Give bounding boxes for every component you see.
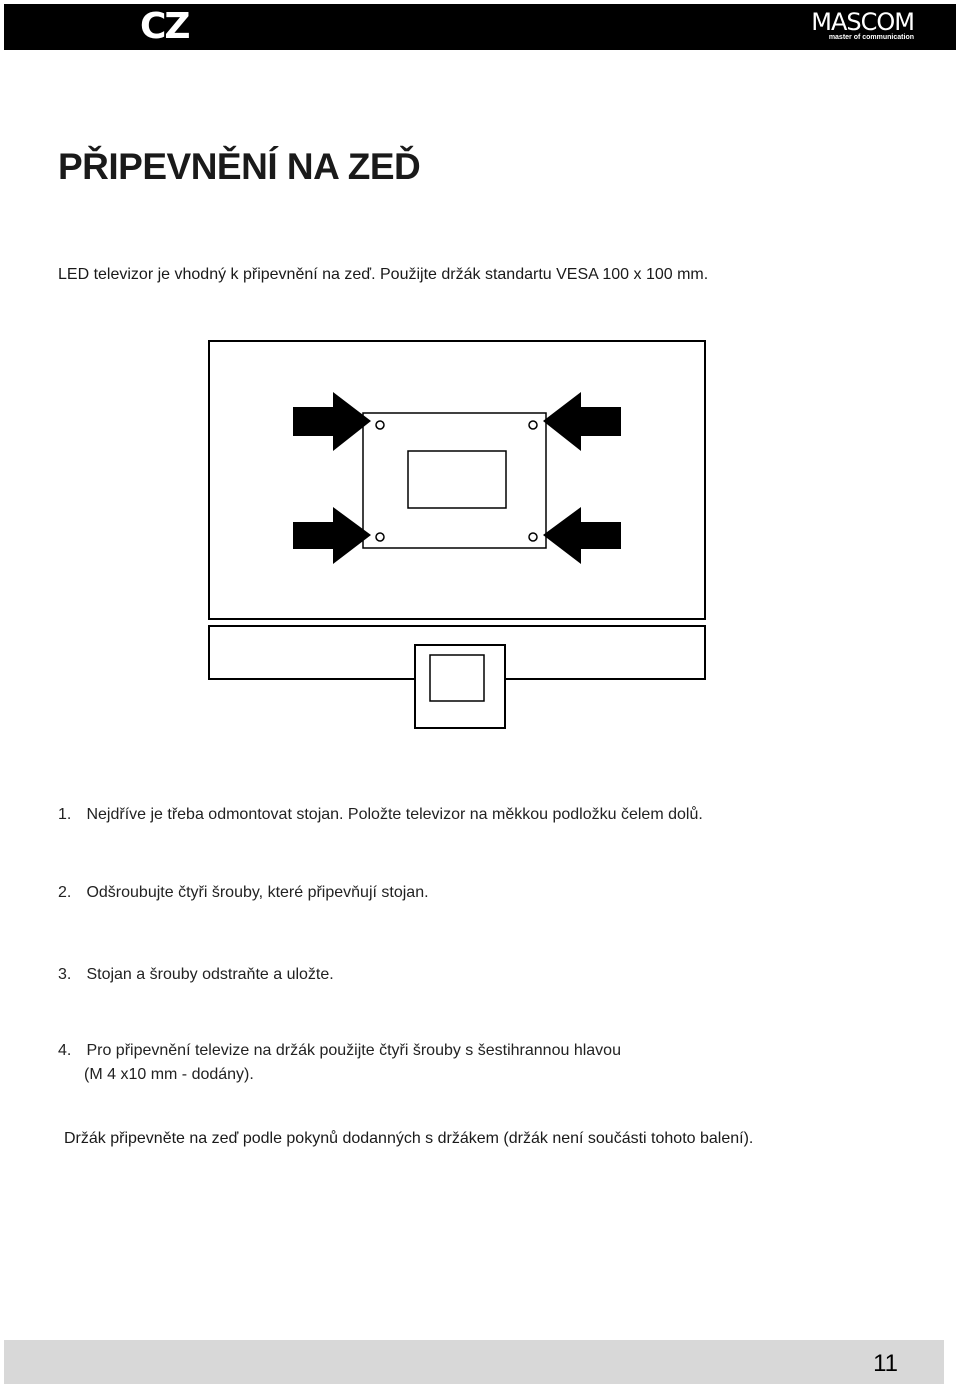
vesa-mount-plate <box>363 413 546 548</box>
tv-wall-mount-diagram <box>200 330 710 740</box>
step-text: Stojan a šrouby odstraňte a uložte. <box>86 966 334 983</box>
page-number: 11 <box>873 1350 898 1377</box>
header-bar <box>4 4 956 50</box>
tv-screen-outline <box>209 341 705 619</box>
arrow-right-icon <box>293 392 371 451</box>
step-4 <box>58 1042 621 1084</box>
step-number: 2. <box>58 884 72 901</box>
step-number: 3. <box>58 966 72 983</box>
arrow-left-icon <box>543 507 621 564</box>
page-title: PŘIPEVNĚNÍ NA ZEĎ <box>58 146 421 187</box>
footer-bar <box>4 1340 944 1384</box>
screw-hole-icon <box>376 421 384 429</box>
screw-hole-icon <box>529 421 537 429</box>
tv-stand-neck-inner <box>430 655 484 701</box>
mounting-note: Držák připevněte na zeď podle pokynů dodanných s držákem (držák není součásti tohoto balení). <box>64 1130 754 1147</box>
step-text-continuation: (M 4 x10 mm - dodány). <box>84 1066 254 1083</box>
step-text: Nejdříve je třeba odmontovat stojan. Položte televizor na měkkou podložku čelem dolů. <box>86 806 703 823</box>
step-number: 1. <box>58 806 72 823</box>
step-3 <box>58 966 334 984</box>
step-number: 4. <box>58 1042 72 1059</box>
arrow-left-icon <box>543 392 621 451</box>
step-text: Odšroubujte čtyři šrouby, které připevňují stojan. <box>86 884 429 901</box>
step-text: Pro připevnění televize na držák použijte čtyři šrouby s šestihrannou hlavou <box>86 1042 621 1059</box>
step-2 <box>58 884 429 902</box>
language-code: CZ <box>140 6 189 47</box>
screw-hole-icon <box>529 533 537 541</box>
intro-text: LED televizor je vhodný k připevnění na zeď. Použijte držák standartu VESA 100 x 100 mm. <box>58 266 709 283</box>
brand-logo: MASCOM <box>811 8 914 36</box>
screw-hole-icon <box>376 533 384 541</box>
step-1 <box>58 806 703 824</box>
brand-tagline: master of communication <box>828 34 914 41</box>
mount-plate-center <box>408 451 506 508</box>
arrow-right-icon <box>293 507 371 564</box>
